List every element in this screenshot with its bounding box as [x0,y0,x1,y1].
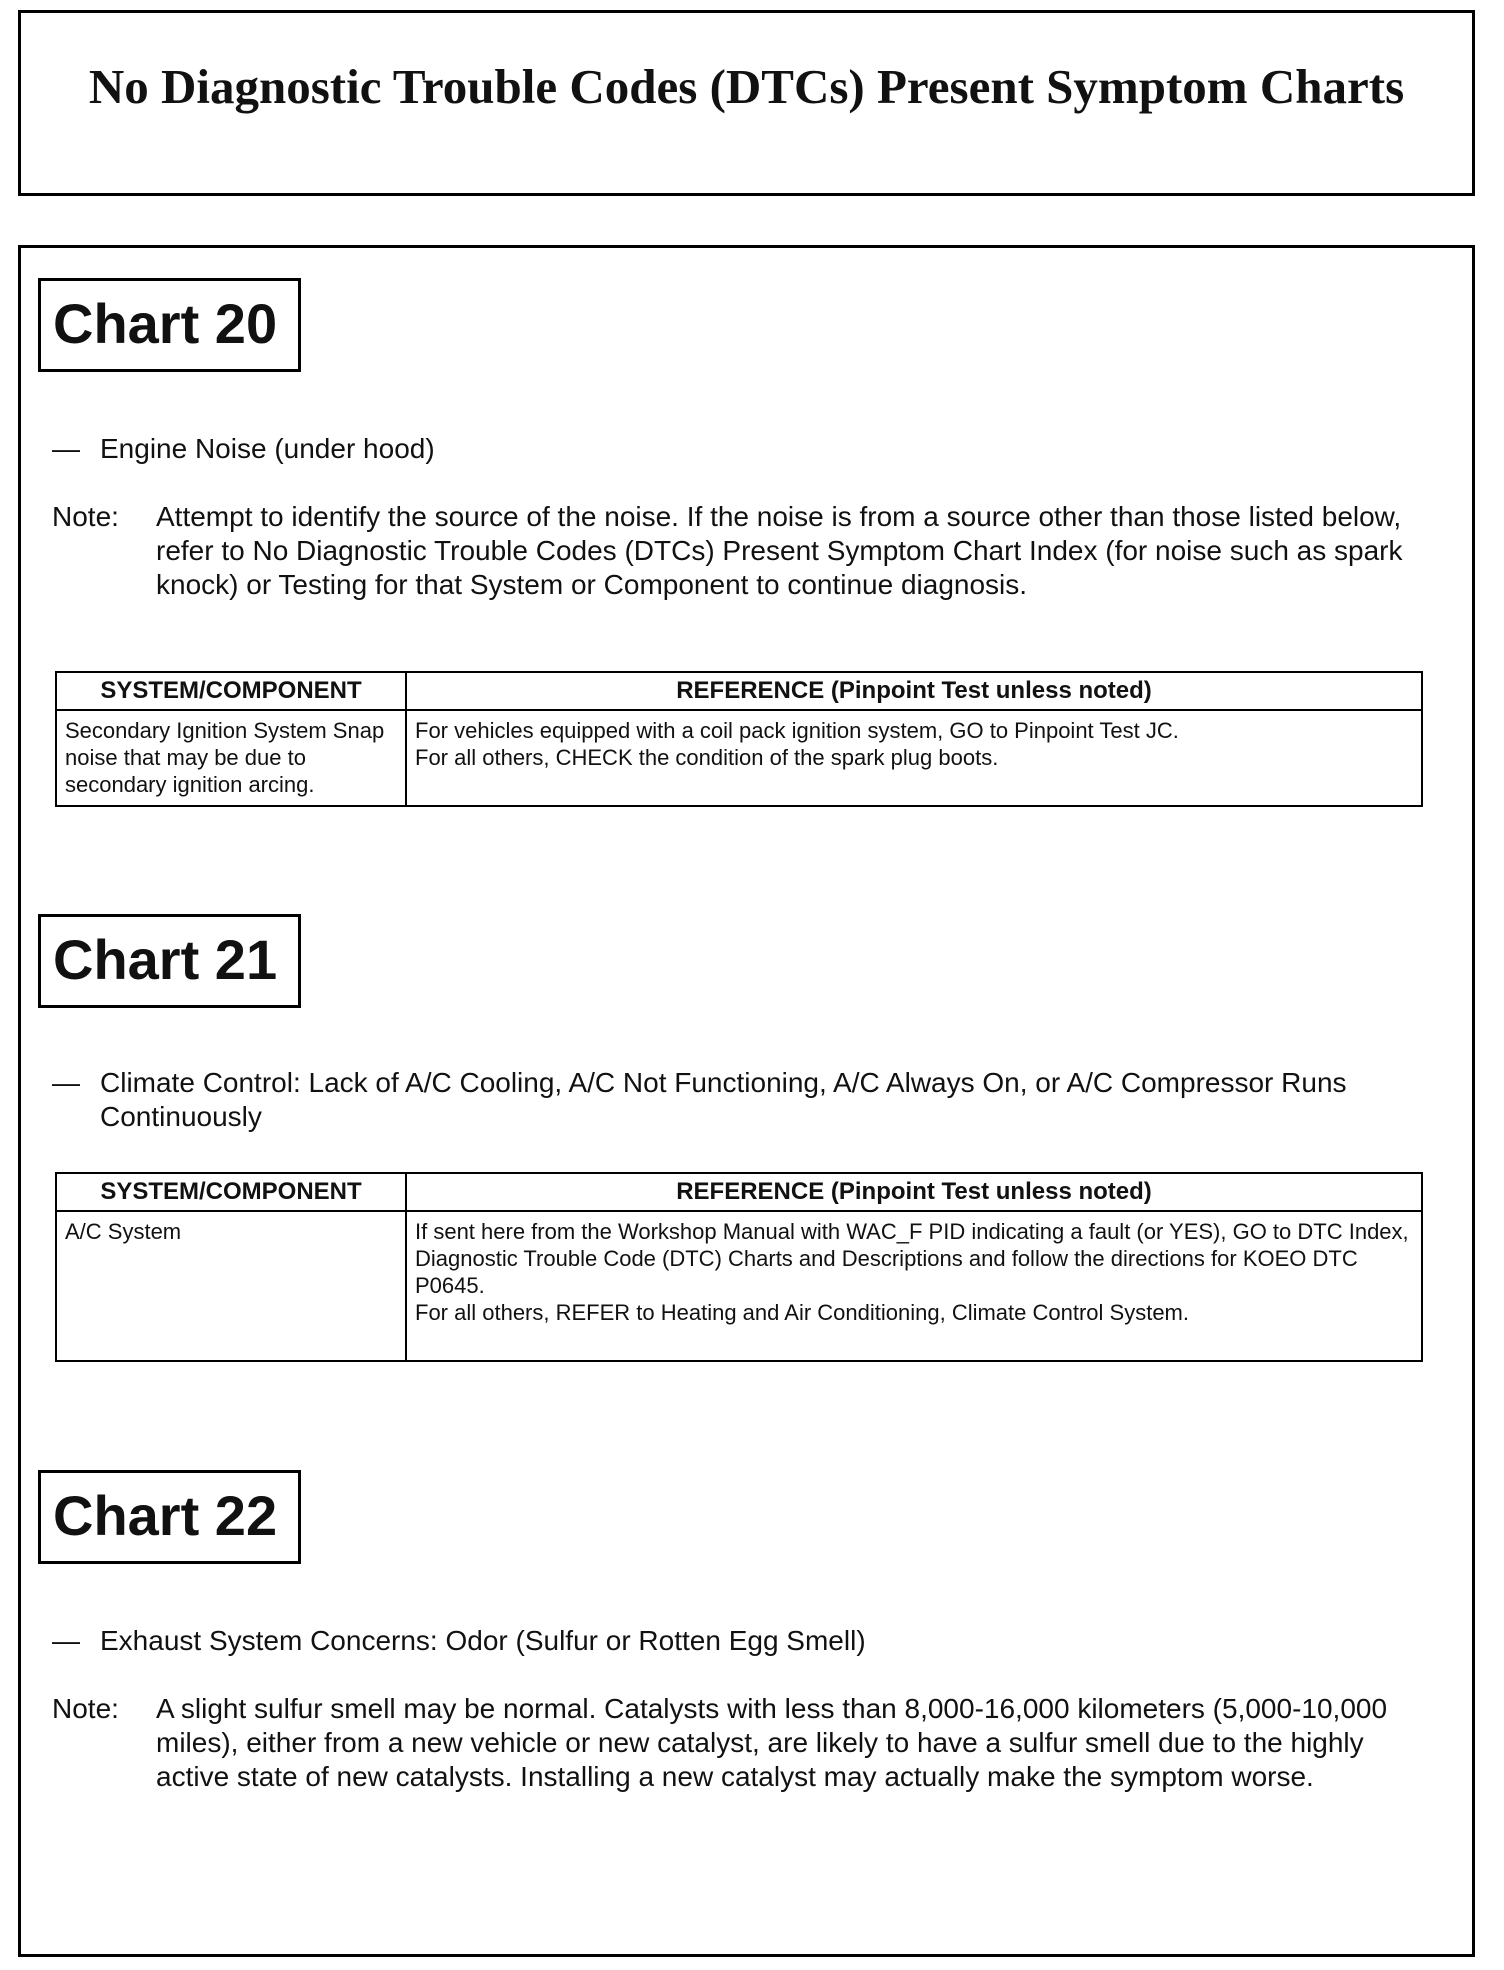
chart-22-symptom-text: Exhaust System Concerns: Odor (Sulfur or Rotten Egg Smell) [100,1625,866,1656]
chart-22-note [52,1692,1432,1794]
reference-cell [406,710,1422,806]
chart-20-symptom-text: Engine Noise (under hood) [100,433,435,464]
chart-20-symptom [52,432,1432,466]
note-label: Note: [52,1693,119,1724]
chart-21-label: Chart 21 [38,914,301,1008]
table-row [56,710,1422,806]
reference-cell [406,1211,1422,1361]
table-header-row [56,1173,1422,1211]
page-title: No Diagnostic Trouble Codes (DTCs) Present Symptom Charts [88,59,1405,114]
chart-21-symptom-text: Climate Control: Lack of A/C Cooling, A/C Not Functioning, A/C Always On, or A/C Compressor Runs Continuously [100,1067,1347,1132]
symptom-dash: — [52,1067,80,1098]
chart-22-label: Chart 22 [38,1470,301,1564]
component-cell: A/C System [56,1211,406,1361]
chart-20-table [55,671,1423,807]
symptom-dash: — [52,433,80,464]
reference-line: For all others, CHECK the condition of the spark plug boots. [415,745,999,770]
header-system-component: SYSTEM/COMPONENT [56,672,406,710]
chart-21-symptom [52,1066,1452,1134]
chart-20-label: Chart 20 [38,278,301,372]
chart-20-note-text: Attempt to identify the source of the noise. If the noise is from a source other than those listed below, refer to No Diagnostic Trouble Codes (DTCs) Present Symptom Chart Index (for noise such as spark knock) or Testing for that System or Component to continue diagnosis. [156,501,1403,600]
table-header-row [56,672,1422,710]
reference-line: If sent here from the Workshop Manual with WAC_F PID indicating a fault (or YES), GO to DTC Index, Diagnostic Trouble Code (DTC) Charts and Descriptions and follow the directions for KOEO DTC P0645. [415,1219,1409,1298]
header-reference: REFERENCE (Pinpoint Test unless noted) [406,672,1422,710]
note-label: Note: [52,501,119,532]
reference-line: For all others, REFER to Heating and Air Conditioning, Climate Control System. [415,1300,1189,1325]
chart-21-table [55,1172,1423,1362]
reference-line: For vehicles equipped with a coil pack ignition system, GO to Pinpoint Test JC. [415,718,1179,743]
symptom-dash: — [52,1625,80,1656]
component-cell: Secondary Ignition System Snap noise that may be due to secondary ignition arcing. [56,710,406,806]
header-system-component: SYSTEM/COMPONENT [56,1173,406,1211]
title-box [18,10,1475,196]
chart-22-symptom [52,1624,1432,1658]
chart-20-note [52,500,1432,602]
header-reference: REFERENCE (Pinpoint Test unless noted) [406,1173,1422,1211]
table-row [56,1211,1422,1361]
chart-22-note-text: A slight sulfur smell may be normal. Catalysts with less than 8,000-16,000 kilometers (5,000-10,000 miles), either from a new vehicle or new catalyst, are likely to have a sulfur smell due to the highly active state of new catalysts. Installing a new catalyst may actually make the symptom worse. [156,1693,1388,1792]
